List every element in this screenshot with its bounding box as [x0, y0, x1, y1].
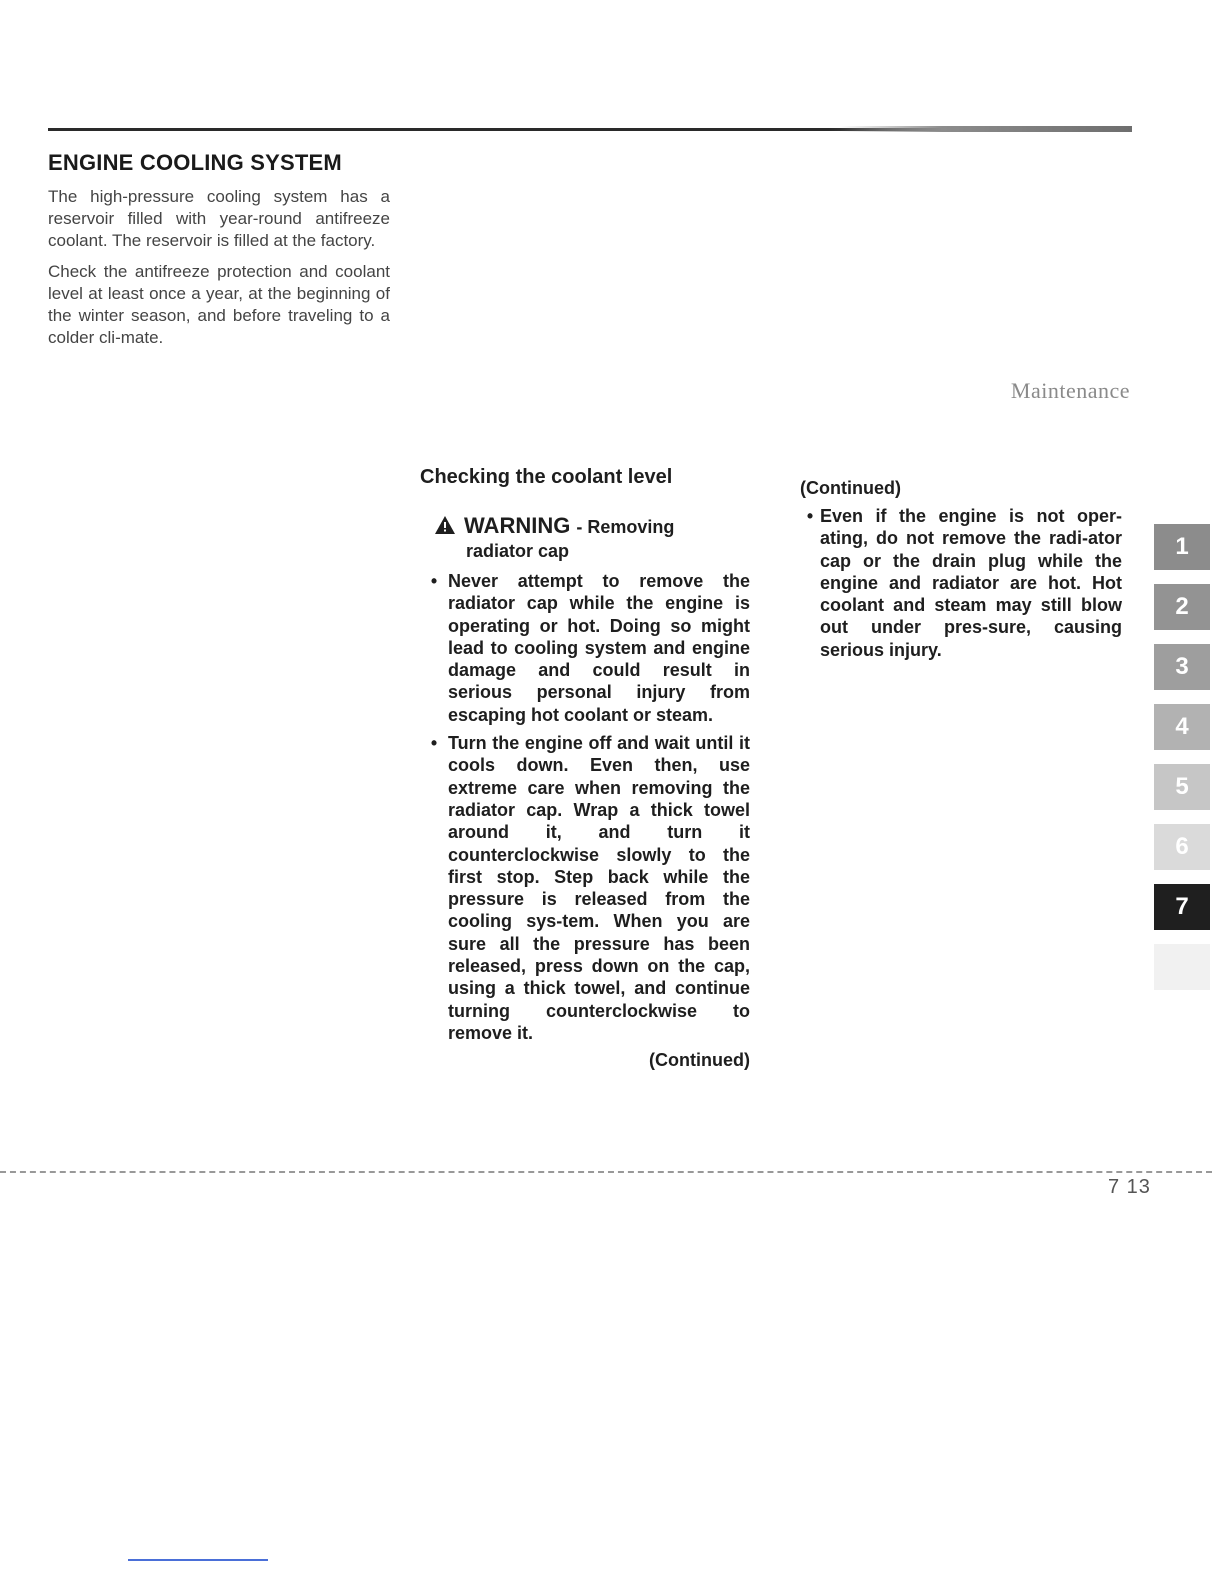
bullet-dot-icon: • — [430, 733, 438, 754]
section-label: Maintenance — [1010, 378, 1130, 403]
warning-header — [434, 513, 750, 539]
chapter-tab-7[interactable]: 7 — [1154, 884, 1210, 930]
continued-label: (Continued) — [649, 1050, 750, 1071]
continued-column — [800, 478, 1122, 667]
chapter-tab-3[interactable]: 3 — [1154, 644, 1210, 690]
section-title: ENGINE COOLING SYSTEM — [48, 150, 342, 175]
bullet-dot-icon: • — [430, 571, 438, 591]
chapter-tab-2[interactable]: 2 — [1154, 584, 1210, 630]
blue-underline — [128, 1559, 268, 1561]
subsection-title: Checking the coolant level — [420, 466, 673, 488]
warning-bullet — [420, 732, 750, 1044]
warning-subtitle-line2: radiator cap — [466, 541, 570, 561]
warning-label: WARNING — [464, 513, 571, 538]
intro-paragraph: The high-pressure cooling system has a reservoir filled with year-round antifreeze coolant. The reservoir is filled at the factory. — [48, 187, 390, 250]
intro-paragraph: Check the antifreeze protection and coolant level at least once a year, at the beginning of the winter season, and before traveling to a colder cli-mate. — [48, 262, 390, 347]
page-number: 7 13 — [1108, 1176, 1151, 1198]
warning-subtitle: - Removing — [576, 517, 675, 537]
warning-bullet — [420, 570, 750, 726]
warning-bullet — [800, 505, 1122, 661]
chapter-tab-8[interactable]: 8 — [1154, 944, 1210, 990]
warning-bullet-text: Turn the engine off and wait until it cools down. Even then, use extreme care when removing the radiator cap. Wrap a thick towel around it, and turn it counterclockwise slowly to the first stop. Step back while the pressure is released from the cooling sys-tem. When you are sure all the pressure has been released, press down on the cap, using a thick towel, and continue turning counterclockwise to remove it. — [448, 733, 750, 1043]
chapter-tab-6[interactable]: 6 — [1154, 824, 1210, 870]
warning-bullet-text: Never attempt to remove the radiator cap while the engine is operating or hot. Doing so might lead to cooling system and engine damage and could result in serious personal injury from escaping hot coolant or steam. — [448, 571, 750, 725]
bullet-dot-icon: • — [806, 506, 814, 526]
header-rule-accent — [840, 126, 1132, 132]
footer-dashed-rule — [0, 1171, 1212, 1173]
warning-triangle-icon — [434, 515, 456, 535]
intro-column — [48, 150, 390, 358]
warning-bullet-text: Even if the engine is not oper-ating, do not remove the radi-ator cap or the drain plug while the engine and radiator are hot. Hot coolant and steam may still blow out under pres-sure, causing serious injury. — [820, 506, 1122, 660]
chapter-tab-5[interactable]: 5 — [1154, 764, 1210, 810]
chapter-tab-4[interactable]: 4 — [1154, 704, 1210, 750]
chapter-tab-1[interactable]: 1 — [1154, 524, 1210, 570]
coolant-check-column — [420, 466, 750, 1071]
continued-label: (Continued) — [800, 478, 901, 498]
